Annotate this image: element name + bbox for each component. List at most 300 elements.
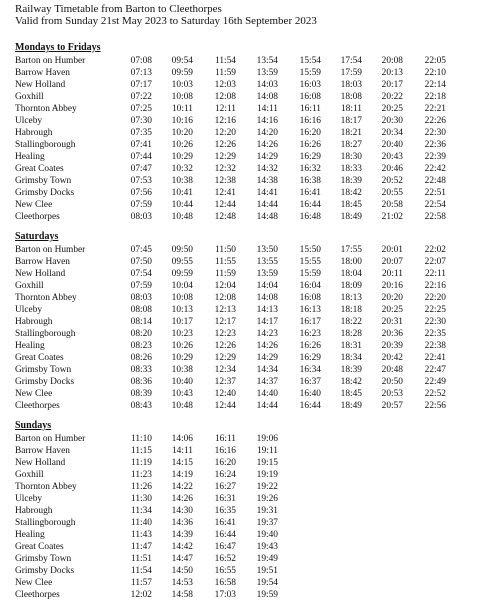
departure-time: 13:54: [256, 56, 278, 66]
stop-name: Habrough: [15, 317, 53, 327]
departure-time: 11:30: [130, 494, 152, 504]
departure-time: 18:45: [340, 200, 362, 210]
departure-time: 16:16: [299, 116, 321, 126]
departure-time: 22:10: [424, 68, 446, 78]
departure-time: 18:34: [340, 353, 362, 363]
departure-time: 09:55: [171, 257, 193, 267]
departure-time: 14:58: [171, 590, 193, 600]
departure-time: 11:51: [130, 554, 152, 564]
departure-time: 11:55: [214, 257, 236, 267]
departure-time: 16:40: [299, 389, 321, 399]
departure-time: 20:13: [381, 68, 403, 78]
departure-time: 21:02: [381, 212, 403, 222]
departure-time: 18:49: [340, 401, 362, 411]
departure-time: 20:52: [381, 176, 403, 186]
departure-time: 14:44: [256, 200, 278, 210]
departure-time: 16:29: [299, 353, 321, 363]
departure-time: 10:04: [171, 281, 193, 291]
stop-name: Stallingborough: [15, 329, 76, 339]
departure-time: 14:53: [171, 578, 193, 588]
departure-time: 22:49: [424, 377, 446, 387]
departure-time: 19:37: [256, 518, 278, 528]
departure-time: 10:26: [171, 341, 193, 351]
stop-name: Thornton Abbey: [15, 104, 77, 114]
departure-time: 14:08: [256, 293, 278, 303]
departure-time: 10:29: [171, 152, 193, 162]
departure-time: 16:20: [299, 128, 321, 138]
departure-time: 19:06: [256, 434, 278, 444]
section-title: Mondays to Fridays: [15, 42, 101, 53]
departure-time: 19:15: [256, 458, 278, 468]
departure-time: 10:41: [171, 188, 193, 198]
departure-time: 19:22: [256, 482, 278, 492]
departure-time: 07:35: [130, 128, 152, 138]
departure-time: 16:44: [299, 200, 321, 210]
stop-name: Ulceby: [15, 494, 43, 504]
departure-time: 14:32: [256, 164, 278, 174]
departure-time: 14:41: [256, 188, 278, 198]
timetable-row: [0, 541, 480, 553]
stop-name: Healing: [15, 341, 45, 351]
departure-time: 22:42: [424, 164, 446, 174]
stop-name: Habrough: [15, 506, 53, 516]
departure-time: 22:18: [424, 92, 446, 102]
timetable-row: [0, 211, 480, 223]
departure-time: 19:51: [256, 566, 278, 576]
departure-time: 10:03: [171, 80, 193, 90]
departure-time: 12:23: [214, 329, 236, 339]
departure-time: 18:33: [340, 164, 362, 174]
departure-time: 07:59: [130, 200, 152, 210]
departure-time: 15:59: [299, 68, 321, 78]
departure-time: 22:02: [424, 245, 446, 255]
timetable-row: [0, 364, 480, 376]
stop-name: Barton on Humber: [15, 245, 86, 255]
stop-name: Goxhill: [15, 92, 44, 102]
stop-name: Goxhill: [15, 281, 44, 291]
departure-time: 20:40: [381, 140, 403, 150]
section-title: Sundays: [15, 420, 52, 431]
departure-time: 07:30: [130, 116, 152, 126]
departure-time: 20:08: [381, 56, 403, 66]
timetable-row: [0, 433, 480, 445]
departure-time: 13:50: [256, 245, 278, 255]
departure-time: 20:43: [381, 152, 403, 162]
departure-time: 12:08: [214, 92, 236, 102]
departure-time: 07:08: [130, 56, 152, 66]
stop-name: Barrow Haven: [15, 68, 70, 78]
timetable-row: [0, 256, 480, 268]
departure-time: 08:08: [130, 305, 152, 315]
departure-time: 22:30: [424, 317, 446, 327]
departure-time: 08:43: [130, 401, 152, 411]
timetable-row: [0, 91, 480, 103]
timetable-row: [0, 55, 480, 67]
departure-time: 12:02: [130, 590, 152, 600]
departure-time: 12:08: [214, 293, 236, 303]
departure-time: 14:29: [256, 353, 278, 363]
departure-time: 14:39: [171, 530, 193, 540]
departure-time: 16:44: [214, 530, 236, 540]
timetable-row: [0, 340, 480, 352]
departure-time: 18:30: [340, 152, 362, 162]
stop-name: Cleethorpes: [15, 212, 60, 222]
stop-name: Barrow Haven: [15, 257, 70, 267]
departure-time: 12:41: [214, 188, 236, 198]
departure-time: 09:50: [171, 245, 193, 255]
departure-time: 22:20: [424, 293, 446, 303]
departure-time: 14:30: [171, 506, 193, 516]
departure-time: 12:03: [214, 80, 236, 90]
departure-time: 20:17: [381, 80, 403, 90]
departure-time: 14:48: [256, 212, 278, 222]
departure-time: 11:26: [130, 482, 152, 492]
timetable-row: [0, 292, 480, 304]
departure-time: 22:30: [424, 128, 446, 138]
timetable-title: Railway Timetable from Barton to Cleethorpes: [15, 3, 222, 15]
departure-time: 12:32: [214, 164, 236, 174]
departure-time: 20:16: [381, 281, 403, 291]
departure-time: 16:20: [214, 458, 236, 468]
departure-time: 16:31: [214, 494, 236, 504]
departure-time: 08:23: [130, 341, 152, 351]
departure-time: 10:44: [171, 200, 193, 210]
departure-time: 14:38: [256, 176, 278, 186]
departure-time: 07:59: [130, 281, 152, 291]
departure-time: 17:54: [340, 56, 362, 66]
departure-time: 10:16: [171, 116, 193, 126]
departure-time: 11:34: [130, 506, 152, 516]
departure-time: 20:07: [381, 257, 403, 267]
departure-time: 12:29: [214, 152, 236, 162]
departure-time: 07:13: [130, 68, 152, 78]
departure-time: 22:54: [424, 200, 446, 210]
departure-time: 14:26: [256, 140, 278, 150]
departure-time: 20:25: [381, 305, 403, 315]
departure-time: 08:20: [130, 329, 152, 339]
departure-time: 08:33: [130, 365, 152, 375]
departure-time: 14:20: [256, 128, 278, 138]
departure-time: 14:42: [171, 542, 193, 552]
departure-time: 16:41: [214, 518, 236, 528]
departure-time: 08:39: [130, 389, 152, 399]
departure-time: 22:07: [424, 257, 446, 267]
departure-time: 20:20: [381, 293, 403, 303]
departure-time: 10:38: [171, 176, 193, 186]
departure-time: 22:16: [424, 281, 446, 291]
timetable-row: [0, 445, 480, 457]
departure-time: 20:11: [381, 269, 403, 279]
timetable-row: [0, 529, 480, 541]
stop-name: New Holland: [15, 80, 66, 90]
departure-time: 12:20: [214, 128, 236, 138]
departure-time: 12:38: [214, 176, 236, 186]
timetable-row: [0, 316, 480, 328]
departure-time: 16:38: [299, 176, 321, 186]
stop-name: Grimsby Town: [15, 365, 72, 375]
departure-time: 11:40: [130, 518, 152, 528]
timetable-row: [0, 79, 480, 91]
stop-name: Stallingborough: [15, 518, 76, 528]
departure-time: 12:26: [214, 140, 236, 150]
departure-time: 16:55: [214, 566, 236, 576]
departure-time: 14:13: [256, 305, 278, 315]
timetable-row: [0, 127, 480, 139]
departure-time: 20:42: [381, 353, 403, 363]
departure-time: 18:42: [340, 377, 362, 387]
departure-time: 20:31: [381, 317, 403, 327]
departure-time: 14:47: [171, 554, 193, 564]
departure-time: 12:16: [214, 116, 236, 126]
departure-time: 18:28: [340, 329, 362, 339]
departure-time: 22:25: [424, 305, 446, 315]
stop-name: Thornton Abbey: [15, 293, 77, 303]
stop-name: New Holland: [15, 269, 66, 279]
departure-time: 18:09: [340, 281, 362, 291]
departure-time: 09:54: [171, 56, 193, 66]
departure-time: 18:11: [340, 104, 362, 114]
stop-name: Grimsby Docks: [15, 188, 75, 198]
departure-time: 19:59: [256, 590, 278, 600]
departure-time: 22:39: [424, 152, 446, 162]
stop-name: Ulceby: [15, 305, 43, 315]
departure-time: 11:54: [214, 56, 236, 66]
departure-time: 16:11: [214, 434, 236, 444]
timetable-row: [0, 163, 480, 175]
departure-time: 12:11: [214, 104, 236, 114]
timetable-row: [0, 103, 480, 115]
departure-time: 14:06: [171, 434, 193, 444]
departure-time: 18:31: [340, 341, 362, 351]
departure-time: 15:54: [299, 56, 321, 66]
departure-time: 07:50: [130, 257, 152, 267]
departure-time: 22:51: [424, 188, 446, 198]
timetable-row: [0, 175, 480, 187]
timetable-row: [0, 376, 480, 388]
departure-time: 20:36: [381, 329, 403, 339]
stop-name: New Clee: [15, 389, 53, 399]
departure-time: 14:16: [256, 116, 278, 126]
departure-time: 08:36: [130, 377, 152, 387]
departure-time: 14:36: [171, 518, 193, 528]
departure-time: 12:17: [214, 317, 236, 327]
departure-time: 10:20: [171, 128, 193, 138]
departure-time: 19:26: [256, 494, 278, 504]
departure-time: 10:38: [171, 365, 193, 375]
departure-time: 12:40: [214, 389, 236, 399]
timetable-row: [0, 469, 480, 481]
departure-time: 12:29: [214, 353, 236, 363]
timetable-row: [0, 457, 480, 469]
timetable-row: [0, 577, 480, 589]
departure-time: 16:24: [214, 470, 236, 480]
departure-time: 07:45: [130, 245, 152, 255]
stop-name: Grimsby Docks: [15, 566, 75, 576]
stop-name: Thornton Abbey: [15, 482, 77, 492]
timetable-row: [0, 553, 480, 565]
departure-time: 11:59: [214, 68, 236, 78]
timetable-row: [0, 517, 480, 529]
departure-time: 09:59: [171, 68, 193, 78]
departure-time: 07:53: [130, 176, 152, 186]
departure-time: 22:38: [424, 341, 446, 351]
departure-time: 19:54: [256, 578, 278, 588]
departure-time: 10:48: [171, 212, 193, 222]
departure-time: 18:04: [340, 269, 362, 279]
departure-time: 10:08: [171, 293, 193, 303]
departure-time: 19:31: [256, 506, 278, 516]
departure-time: 10:29: [171, 353, 193, 363]
timetable-row: [0, 589, 480, 601]
stop-name: Barton on Humber: [15, 434, 86, 444]
departure-time: 14:04: [256, 281, 278, 291]
stop-name: Great Coates: [15, 353, 64, 363]
departure-time: 11:54: [130, 566, 152, 576]
validity-text: Valid from Sunday 21st May 2023 to Saturday 16th September 2023: [15, 15, 317, 27]
departure-time: 14:08: [256, 92, 278, 102]
departure-time: 10:40: [171, 377, 193, 387]
departure-time: 07:44: [130, 152, 152, 162]
timetable-row: [0, 199, 480, 211]
departure-time: 18:22: [340, 317, 362, 327]
departure-time: 18:45: [340, 389, 362, 399]
departure-time: 22:47: [424, 365, 446, 375]
departure-time: 11:10: [130, 434, 152, 444]
departure-time: 11:23: [130, 470, 152, 480]
departure-time: 14:34: [256, 365, 278, 375]
departure-time: 16:04: [299, 281, 321, 291]
departure-time: 22:52: [424, 389, 446, 399]
departure-time: 18:39: [340, 365, 362, 375]
departure-time: 14:17: [256, 317, 278, 327]
departure-time: 16:16: [214, 446, 236, 456]
departure-time: 20:46: [381, 164, 403, 174]
departure-time: 14:50: [171, 566, 193, 576]
departure-time: 07:47: [130, 164, 152, 174]
departure-time: 14:37: [256, 377, 278, 387]
departure-time: 08:03: [130, 212, 152, 222]
departure-time: 17:55: [340, 245, 362, 255]
stop-name: Habrough: [15, 128, 53, 138]
departure-time: 18:00: [340, 257, 362, 267]
timetable-row: [0, 151, 480, 163]
departure-time: 18:21: [340, 128, 362, 138]
departure-time: 14:03: [256, 80, 278, 90]
departure-time: 12:04: [214, 281, 236, 291]
departure-time: 16:27: [214, 482, 236, 492]
departure-time: 14:11: [256, 104, 278, 114]
departure-time: 13:55: [256, 257, 278, 267]
departure-time: 14:40: [256, 389, 278, 399]
departure-time: 20:01: [381, 245, 403, 255]
departure-time: 07:25: [130, 104, 152, 114]
departure-time: 11:57: [130, 578, 152, 588]
departure-time: 16:47: [214, 542, 236, 552]
departure-time: 16:52: [214, 554, 236, 564]
timetable-row: [0, 352, 480, 364]
timetable-row: [0, 244, 480, 256]
departure-time: 16:32: [299, 164, 321, 174]
departure-time: 16:44: [299, 401, 321, 411]
departure-time: 07:56: [130, 188, 152, 198]
departure-time: 12:48: [214, 212, 236, 222]
departure-time: 20:22: [381, 92, 403, 102]
departure-time: 20:50: [381, 377, 403, 387]
departure-time: 22:41: [424, 353, 446, 363]
departure-time: 19:19: [256, 470, 278, 480]
departure-time: 14:29: [256, 152, 278, 162]
departure-time: 16:35: [214, 506, 236, 516]
departure-time: 20:55: [381, 188, 403, 198]
departure-time: 18:39: [340, 176, 362, 186]
departure-time: 10:48: [171, 401, 193, 411]
stop-name: Cleethorpes: [15, 401, 60, 411]
stop-name: Grimsby Docks: [15, 377, 75, 387]
timetable-row: [0, 481, 480, 493]
departure-time: 14:22: [171, 482, 193, 492]
timetable-row: [0, 505, 480, 517]
departure-time: 18:08: [340, 92, 362, 102]
departure-time: 20:57: [381, 401, 403, 411]
departure-time: 18:18: [340, 305, 362, 315]
departure-time: 20:30: [381, 116, 403, 126]
departure-time: 18:13: [340, 293, 362, 303]
stop-name: New Clee: [15, 200, 53, 210]
departure-time: 14:15: [171, 458, 193, 468]
departure-time: 10:32: [171, 164, 193, 174]
departure-time: 19:40: [256, 530, 278, 540]
departure-time: 14:19: [171, 470, 193, 480]
departure-time: 16:08: [299, 92, 321, 102]
stop-name: Great Coates: [15, 164, 64, 174]
departure-time: 16:03: [299, 80, 321, 90]
departure-time: 10:23: [171, 329, 193, 339]
stop-name: Grimsby Town: [15, 554, 72, 564]
section-title: Saturdays: [15, 231, 59, 242]
departure-time: 16:08: [299, 293, 321, 303]
departure-time: 13:59: [256, 269, 278, 279]
departure-time: 11:50: [214, 245, 236, 255]
departure-time: 16:26: [299, 341, 321, 351]
departure-time: 22:05: [424, 56, 446, 66]
departure-time: 22:56: [424, 401, 446, 411]
departure-time: 14:44: [256, 401, 278, 411]
departure-time: 10:13: [171, 305, 193, 315]
departure-time: 22:11: [424, 269, 446, 279]
timetable-row: [0, 565, 480, 577]
departure-time: 14:26: [256, 341, 278, 351]
departure-time: 18:17: [340, 116, 362, 126]
departure-time: 18:27: [340, 140, 362, 150]
departure-time: 18:03: [340, 80, 362, 90]
departure-time: 12:44: [214, 401, 236, 411]
departure-time: 22:21: [424, 104, 446, 114]
timetable-row: [0, 388, 480, 400]
departure-time: 13:59: [256, 68, 278, 78]
departure-time: 20:39: [381, 341, 403, 351]
stop-name: Healing: [15, 152, 45, 162]
departure-time: 20:53: [381, 389, 403, 399]
departure-time: 15:59: [299, 269, 321, 279]
departure-time: 20:34: [381, 128, 403, 138]
departure-time: 12:26: [214, 341, 236, 351]
departure-time: 11:43: [130, 530, 152, 540]
departure-time: 22:58: [424, 212, 446, 222]
departure-time: 14:11: [171, 446, 193, 456]
departure-time: 15:50: [299, 245, 321, 255]
departure-time: 12:44: [214, 200, 236, 210]
departure-time: 07:54: [130, 269, 152, 279]
